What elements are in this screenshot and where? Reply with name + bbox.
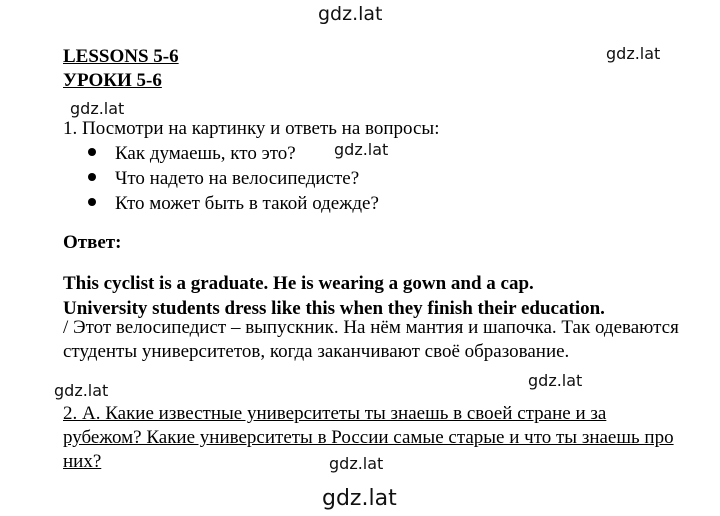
lesson-heading-ru: УРОКИ 5-6 xyxy=(63,70,162,91)
bullet-icon xyxy=(88,148,96,156)
answer-english xyxy=(63,271,605,321)
lesson-heading-en: LESSONS 5-6 xyxy=(63,46,179,67)
bullet-icon xyxy=(88,198,96,206)
watermark: gdz.lat xyxy=(70,99,125,118)
answer-russian: / Этот велосипедист – выпускник. На нём мантия и шапочка. Так одеваются студенты университетов, когда заканчивают своё образование. xyxy=(63,317,679,362)
question-list xyxy=(88,144,379,219)
watermark: gdz.lat xyxy=(54,381,109,400)
question-item xyxy=(88,144,379,169)
question-text: Что надето на велосипедисте? xyxy=(115,168,360,189)
watermark: gdz.lat xyxy=(329,454,384,473)
watermark: gdz.lat xyxy=(606,44,661,63)
watermark: gdz.lat xyxy=(334,140,389,159)
task-1-title: 1. Посмотри на картинку и ответь на вопросы: xyxy=(63,118,440,139)
answer-english-line: This cyclist is a graduate. He is wearing a gown and a cap. xyxy=(63,273,534,294)
watermark: gdz.lat xyxy=(528,371,583,390)
answer-label: Ответ: xyxy=(63,232,122,253)
answer-english-line: University students dress like this when they finish their education. xyxy=(63,298,605,319)
question-text: Кто может быть в такой одежде? xyxy=(115,193,379,214)
question-item xyxy=(88,169,379,194)
question-text: Как думаешь, кто это? xyxy=(115,143,296,164)
watermark: gdz.lat xyxy=(318,3,383,25)
bullet-icon xyxy=(88,173,96,181)
question-item xyxy=(88,194,379,219)
task-2-text: 2. А. Какие известные университеты ты знаешь в своей стране и за рубежом? Какие университеты в России самые старые и что ты знаешь про них? xyxy=(63,403,674,472)
watermark: gdz.lat xyxy=(322,486,397,511)
